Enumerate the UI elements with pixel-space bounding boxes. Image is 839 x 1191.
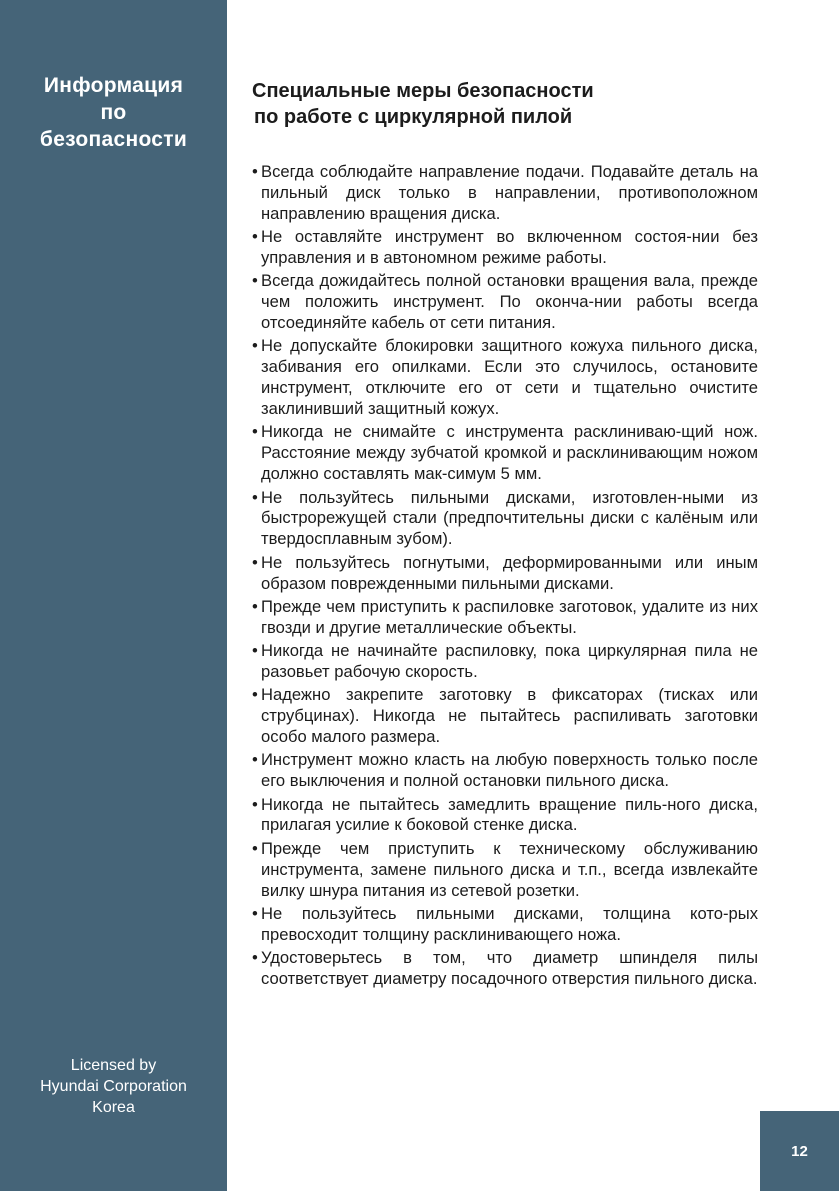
safety-rule-text: Удостоверьтесь в том, что диаметр шпинделя пилы соответствует диаметру посадочного отверстия пильного диска. [261, 948, 758, 988]
safety-rule-text: Никогда не начинайте распиловку, пока циркулярная пила не разовьет рабочую скорость. [261, 641, 758, 681]
safety-rule-item [252, 948, 758, 990]
safety-rule-item [252, 553, 758, 595]
page-number: 12 [791, 1142, 808, 1160]
bullet-icon: • [252, 641, 258, 661]
license-line: Licensed by [70, 1057, 157, 1074]
safety-rule-text: Не оставляйте инструмент во включенном состоя-нии без управления и в автономном режиме работы. [261, 227, 758, 268]
safety-rules-list [252, 162, 758, 992]
safety-rule-text: Не допускайте блокировки защитного кожуха пильного диска, забивания его опилками. Если это случилось, остановите инструмент, отключите его от сети и тщательно очистите заклинивший защитный кожух. [261, 336, 758, 419]
safety-rule-item [252, 422, 758, 485]
safety-rule-item [252, 795, 758, 837]
section-title [0, 72, 227, 153]
sidebar [0, 0, 227, 1191]
section-title-line: Информация [43, 74, 184, 97]
bullet-icon: • [252, 271, 258, 291]
bullet-icon: • [252, 948, 258, 968]
safety-rule-item [252, 488, 758, 551]
bullet-icon: • [252, 227, 258, 247]
bullet-icon: • [252, 552, 258, 572]
section-title-line: по [100, 101, 127, 124]
bullet-icon: • [252, 596, 258, 616]
bullet-icon: • [252, 422, 258, 442]
safety-rule-text: Не пользуйтесь пильными дисками, толщина кото-рых превосходит толщину расклинивающего ножа. [261, 903, 758, 944]
safety-rule-item [252, 685, 758, 748]
safety-rule-item [252, 904, 758, 946]
main-content [252, 78, 758, 988]
bullet-icon: • [252, 162, 258, 181]
safety-rule-text: Всегда дожидайтесь полной остановки вращения вала, прежде чем положить инструмент. По оконча-нии работы всегда отсоединяйте кабель от сети питания. [261, 271, 758, 333]
page-heading-line: Специальные меры безопасности [252, 80, 594, 102]
page-heading-line: по работе с циркулярной пилой [254, 106, 573, 128]
safety-rule-item [252, 336, 758, 420]
safety-rule-item [252, 227, 758, 269]
safety-rule-item [252, 641, 758, 683]
safety-rule-text: Никогда не пытайтесь замедлить вращение пиль-ного диска, прилагая усилие к боковой стенке диска. [261, 794, 758, 835]
bullet-icon: • [252, 903, 258, 923]
safety-rule-text: Не пользуйтесь пильными дисками, изготовлен-ными из быстрорежущей стали (предпочтительны диски с калёным или твердосплавным зубом). [261, 487, 758, 549]
bullet-icon: • [252, 750, 258, 770]
license-line: Hyundai Corporation [40, 1078, 187, 1095]
safety-rule-text: Инструмент можно класть на любую поверхность только после его выключения и полной остановки пильного диска. [261, 750, 758, 791]
safety-rule-item [252, 162, 758, 225]
page-number-box [760, 1111, 839, 1191]
safety-rule-text: Никогда не снимайте с инструмента расклиниваю-щий нож. Расстояние между зубчатой кромкой и расклинивающим ножом должно составлять мак-симум 5 мм. [261, 422, 758, 484]
bullet-icon: • [252, 838, 258, 858]
bullet-icon: • [252, 487, 258, 507]
safety-rule-text: Прежде чем приступить к техническому обслуживанию инструмента, замене пильного диска и т.п., всегда извлекайте вилку шнура питания из сетевой розетки. [261, 838, 758, 900]
safety-rule-item [252, 839, 758, 902]
bullet-icon: • [252, 685, 258, 705]
safety-rule-text: Прежде чем приступить к распиловке заготовок, удалите из них гвозди и другие металлические объекты. [261, 596, 758, 637]
bullet-icon: • [252, 794, 258, 814]
license-line: Korea [92, 1099, 135, 1116]
safety-rule-item [252, 597, 758, 639]
page-heading [252, 78, 758, 130]
bullet-icon: • [252, 336, 258, 356]
section-title-line: безопасности [39, 128, 188, 151]
safety-rule-item [252, 271, 758, 334]
safety-rule-item [252, 750, 758, 792]
safety-rule-text: Не пользуйтесь погнутыми, деформированными или иным образом поврежденными пильными дисками. [261, 552, 758, 593]
safety-rule-text: Всегда соблюдайте направление подачи. Подавайте деталь на пильный диск только в направлении, противоположном направлению вращения диска. [261, 162, 758, 223]
license-note [0, 1055, 227, 1118]
safety-rule-text: Надежно закрепите заготовку в фиксаторах (тисках или струбцинах). Никогда не пытайтесь распиливать заготовки особо малого размера. [261, 685, 758, 747]
